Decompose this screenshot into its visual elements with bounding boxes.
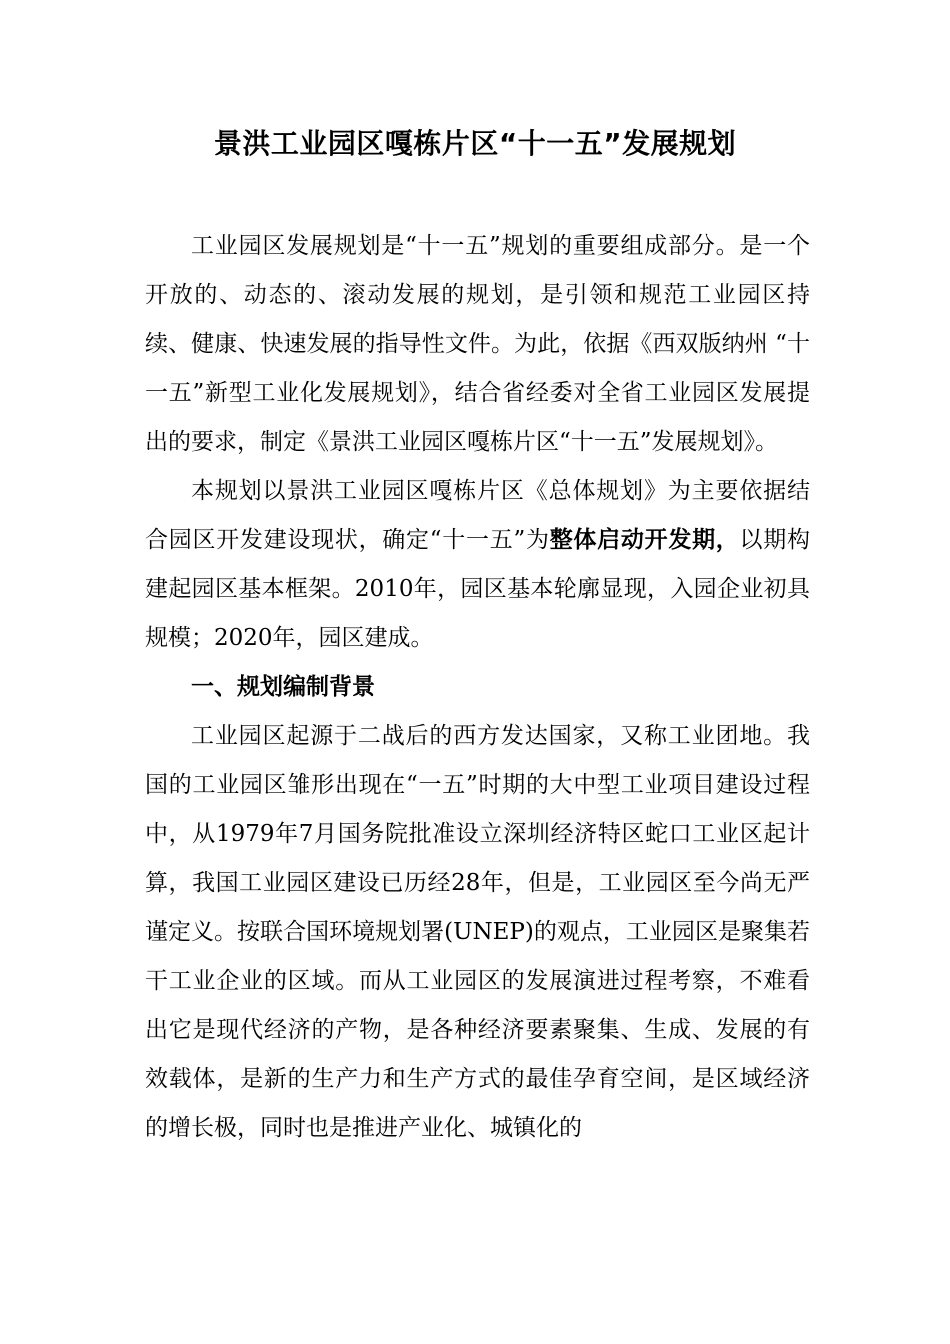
document-body (145, 222, 810, 1153)
section-heading-background: 一、规划编制背景 (191, 674, 375, 700)
paragraph-basis-emphasis: 整体启动开发期， (549, 527, 740, 553)
document-title: 景洪工业园区嘎栋片区“十一五”发展规划 (213, 127, 737, 160)
paragraph-basis-text-b: 以期构建起园区基本框架。2010年，园区基本轮廓显现，入园企业初具规模；2020年，园区建成。 (145, 527, 811, 651)
paragraph-intro: 工业园区发展规划是“十一五”规划的重要组成部分。是一个开放的、动态的、滚动发展的规划，是引领和规范工业园区持续、健康、快速发展的指导性文件。为此，依据《西双版纳州 “十一五”新型工业化发展规划》，结合省经委对全省工业园区发展提出的要求，制定《景洪工业园区嘎栋片区“十一五”发展规划》。 (145, 233, 810, 455)
paragraph-basis-text-a: 本规划以景洪工业园区嘎栋片区《总体规划》为主要依据结合园区开发建设现状，确定“十一五”为 (145, 478, 810, 553)
paragraph-basis (145, 467, 810, 663)
paragraph-background: 工业园区起源于二战后的西方发达国家，又称工业团地。我国的工业园区雏形出现在“一五”时期的大中型工业项目建设过程中，从1979年7月国务院批准设立深圳经济特区蛇口工业区起计算，我国工业园区建设已历经28年，但是，工业园区至今尚无严谨定义。按联合国环境规划署(UNEP)的观点，工业园区是聚集若干工业企业的区域。而从工业园区的发展演进过程考察，不难看出它是现代经济的产物，是各种经济要素聚集、生成、发展的有效载体，是新的生产力和生产方式的最佳孕育空间，是区域经济的增长极，同时也是推进产业化、城镇化的 (145, 723, 810, 1141)
